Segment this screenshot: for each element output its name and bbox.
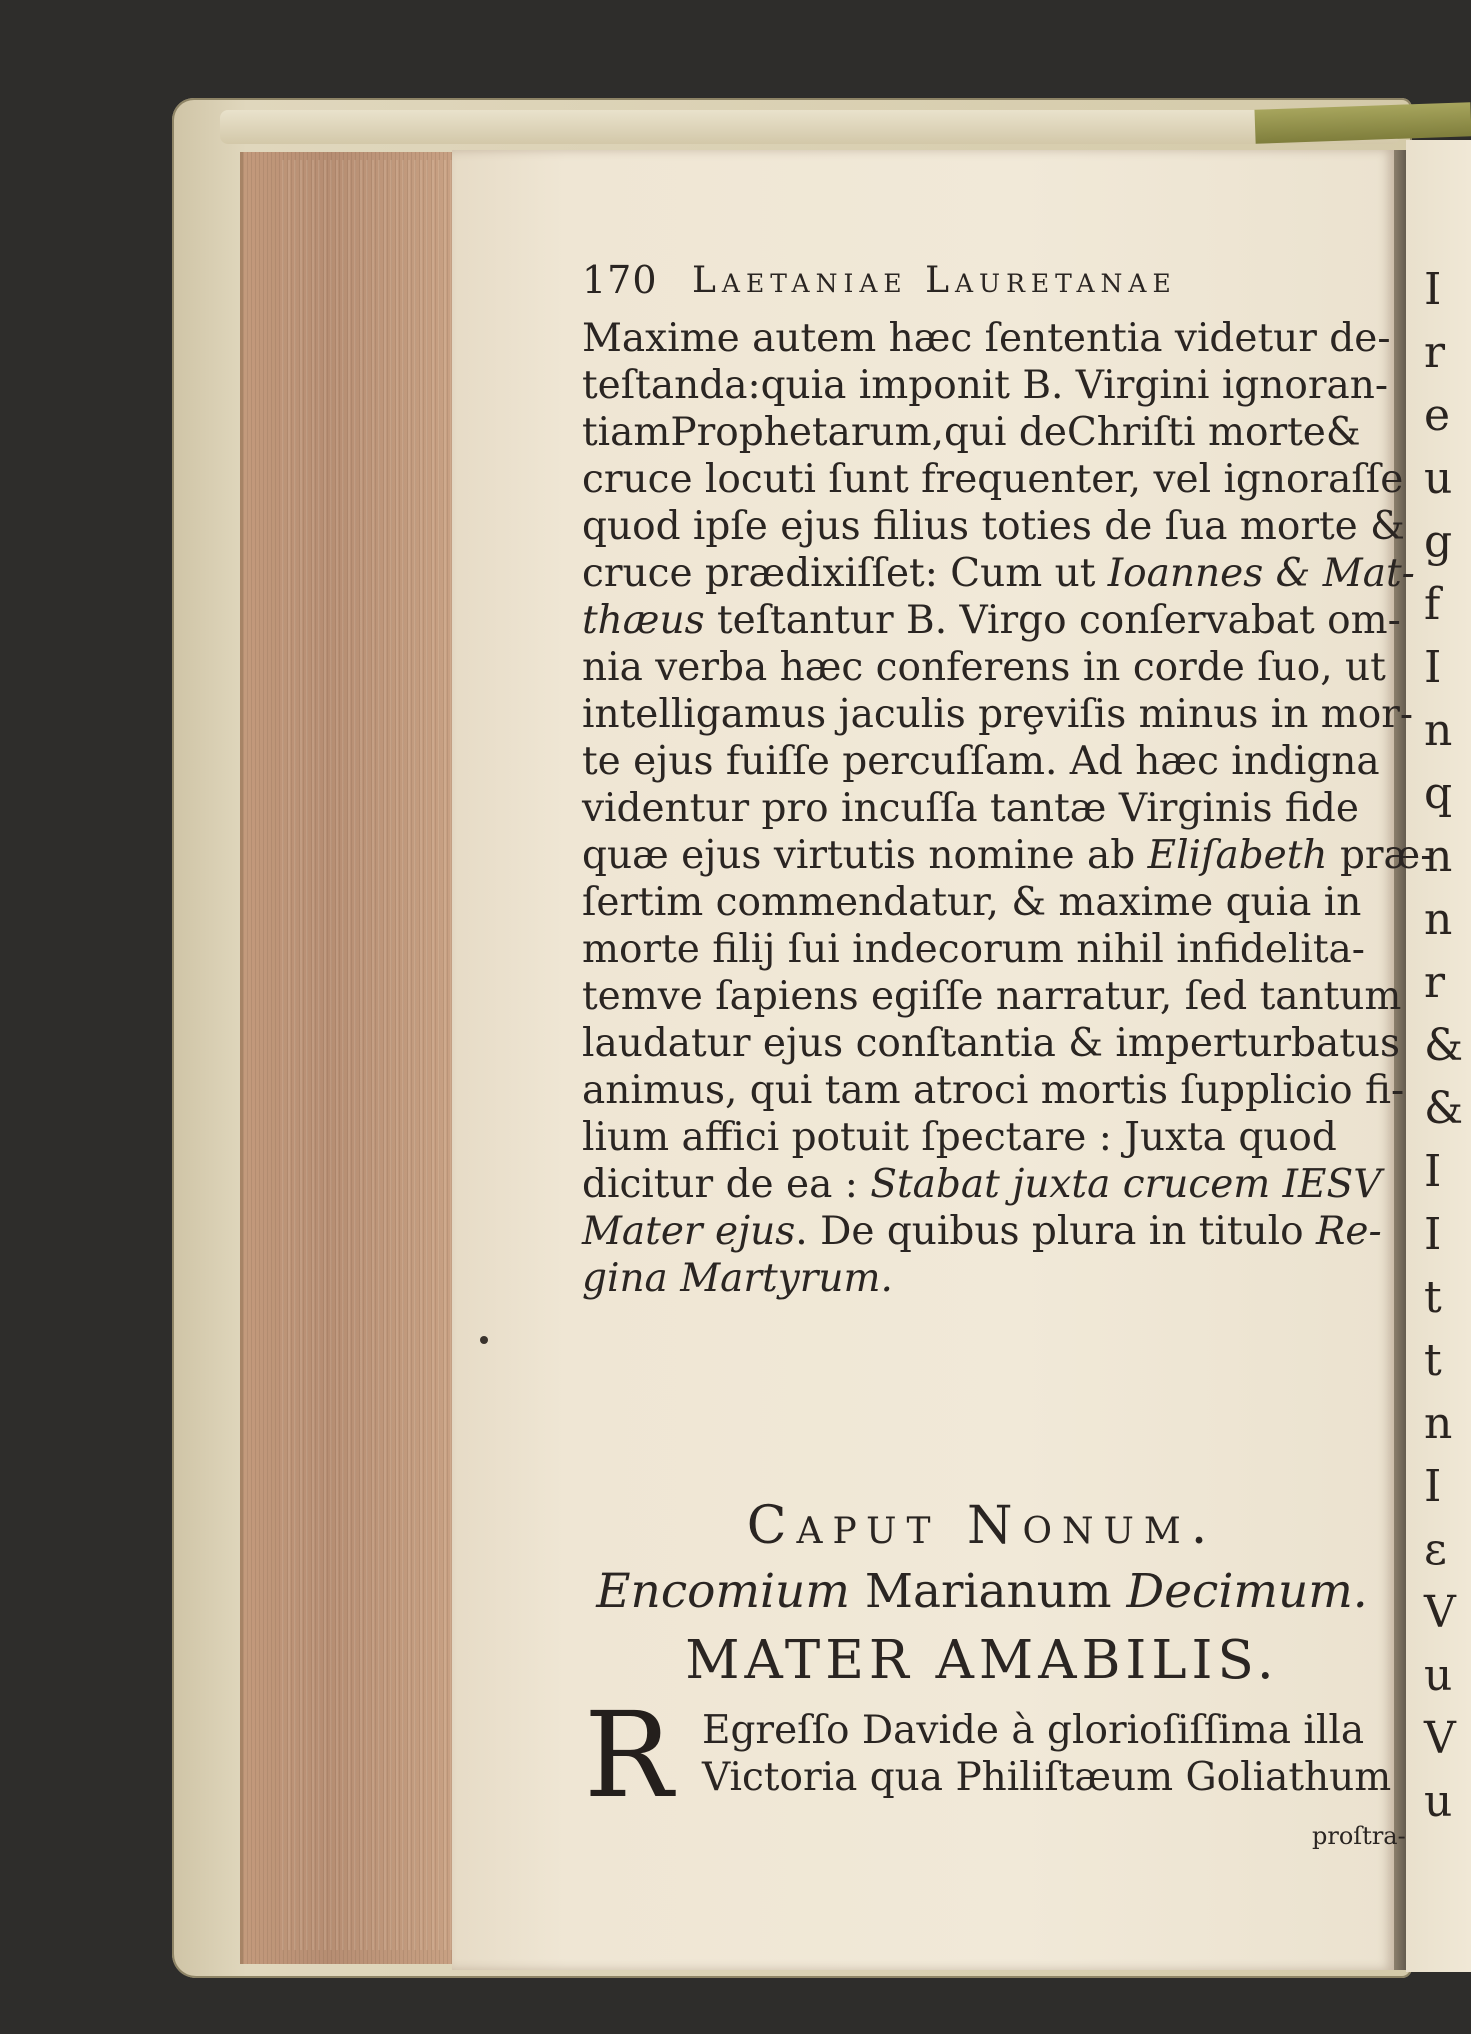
italic-segment: thæus [582, 598, 705, 643]
roman-segment: cruce prædixiſſet: Cum ut [582, 551, 1108, 596]
text-line [582, 1208, 1382, 1255]
drop-capital: R [584, 1686, 673, 1824]
next-page-fragment: r [1424, 957, 1446, 1008]
text-line [582, 926, 1382, 973]
text-line [582, 362, 1389, 409]
next-page-fragment: n [1424, 705, 1453, 756]
text-line [582, 409, 1382, 456]
catchword: proſtra- [1312, 1822, 1406, 1850]
text-line [582, 1161, 1382, 1208]
running-title: Laetaniae Lauretanae [692, 260, 1177, 301]
next-page-fragment: u [1424, 1776, 1453, 1827]
next-page-fragment: & [1424, 1020, 1464, 1071]
italic-segment: Stabat juxta crucem IESV [870, 1162, 1382, 1207]
next-page-fragment: e [1424, 390, 1451, 441]
next-page-fragment: ε [1424, 1524, 1447, 1575]
text-line [582, 1020, 1401, 1067]
next-page-fragment: I [1424, 1461, 1442, 1512]
next-page-fragment: I [1424, 642, 1442, 693]
margin-dot [480, 1336, 488, 1344]
next-page-fragment: n [1424, 831, 1453, 882]
section-title: MATER AMABILIS. [685, 1630, 1279, 1691]
next-page-fragment: I [1424, 264, 1442, 315]
roman-segment: animus, qui tam atroci mortis ſupplicio fi- [582, 1068, 1405, 1113]
roman-segment: quod ipſe ejus filius toties de ſua morte & [582, 504, 1405, 549]
roman-segment: nia verba hæc conferens in corde ſuo, ut [582, 645, 1386, 690]
italic-segment: Eliſabeth [1147, 833, 1328, 878]
roman-segment: teſtantur B. Virgo conſervabat om- [704, 598, 1401, 643]
italic-segment: gina Martyrum. [582, 1256, 893, 1301]
text-line [582, 644, 1386, 691]
encomium-line [582, 1564, 1382, 1619]
roman-segment: ſertim commendatur, & maxime quia in [582, 880, 1362, 925]
roman-segment: videntur pro incuſſa tantæ Virginis fide [582, 786, 1359, 831]
text-line [582, 550, 1415, 597]
text-line [582, 315, 1391, 362]
text-line [582, 691, 1414, 738]
page-header [582, 258, 1382, 308]
italic-segment: Ioannes & Mat- [1107, 551, 1415, 596]
lead-line-2: Victoria qua Philiſtæum Goliathum [702, 1755, 1392, 1800]
next-page-fragment: u [1424, 453, 1453, 504]
text-line [582, 597, 1401, 644]
text-line [582, 785, 1382, 832]
text-line [582, 503, 1405, 550]
roman-segment: Maxime autem hæc ſententia videtur de- [582, 316, 1391, 361]
lead-line-1: Egreſſo Davide à glorioſiſſima illa [702, 1708, 1365, 1753]
roman-segment: tiamProphetarum,qui deChriſti morte& [582, 410, 1361, 455]
next-page-fragment: q [1424, 768, 1453, 819]
roman-segment: præ- [1327, 833, 1434, 878]
next-page-fragment: V [1424, 1713, 1456, 1764]
next-page-fragment: u [1424, 1650, 1453, 1701]
roman-segment: te ejus fuiſſe percuſſam. Ad hæc indigna [582, 739, 1380, 784]
text-line [582, 1114, 1382, 1161]
text-line [582, 456, 1404, 503]
roman-segment: . De quibus plura in titulo [795, 1209, 1316, 1254]
right-page-edge [1406, 140, 1471, 1972]
roman-segment: dicitur de ea : [582, 1162, 871, 1207]
roman-segment: quæ ejus virtutis nomine ab [582, 833, 1148, 878]
next-page-fragment: V [1424, 1587, 1456, 1638]
next-page-fragment: n [1424, 1398, 1453, 1449]
text-line [582, 973, 1402, 1020]
roman-segment: intelligamus jaculis prȩviſis minus in mor- [582, 692, 1414, 737]
italic-segment: Re- [1316, 1209, 1382, 1254]
next-page-fragment: g [1424, 516, 1453, 567]
next-page-fragment: t [1424, 1335, 1442, 1386]
italic-segment: Mater ejus [582, 1209, 796, 1254]
next-page-fragment: t [1424, 1272, 1442, 1323]
bookmark-ribbon [1254, 102, 1471, 144]
encomium-italic-1: Encomium [596, 1564, 850, 1619]
encomium-roman: Marianum [849, 1564, 1127, 1619]
text-line [582, 738, 1382, 785]
text-line [582, 879, 1382, 926]
next-page-fragment: I [1424, 1146, 1442, 1197]
next-page-fragment: & [1424, 1083, 1464, 1134]
text-line [582, 832, 1434, 879]
lead-paragraph [702, 1707, 1391, 1801]
roman-segment: laudatur ejus conſtantia & imperturbatus [582, 1021, 1401, 1066]
roman-segment: teſtanda:quia imponit B. Virgini ignoran- [582, 363, 1389, 408]
next-page-fragment: r [1424, 327, 1446, 378]
text-line [582, 1255, 1382, 1302]
page-stack-texture [282, 160, 452, 1950]
chapter-heading: Caput Nonum. [746, 1496, 1218, 1556]
roman-segment: cruce locuti ſunt frequenter, vel ignoraſſe [582, 457, 1404, 502]
next-page-fragment: n [1424, 894, 1453, 945]
roman-segment: temve ſapiens egiſſe narratur, ſed tantum [582, 974, 1402, 1019]
body-text [582, 315, 1434, 1302]
encomium-italic-2: Decimum. [1126, 1564, 1368, 1619]
next-page-fragment: I [1424, 1209, 1442, 1260]
text-line [582, 1067, 1405, 1114]
roman-segment: morte filij ſui indecorum nihil infidelita- [582, 927, 1365, 972]
page-number: 170 [582, 258, 658, 302]
roman-segment: lium affici potuit ſpectare : Juxta quod [582, 1115, 1337, 1160]
next-page-fragment: f [1424, 579, 1441, 630]
cover-top-edge [220, 110, 1400, 144]
